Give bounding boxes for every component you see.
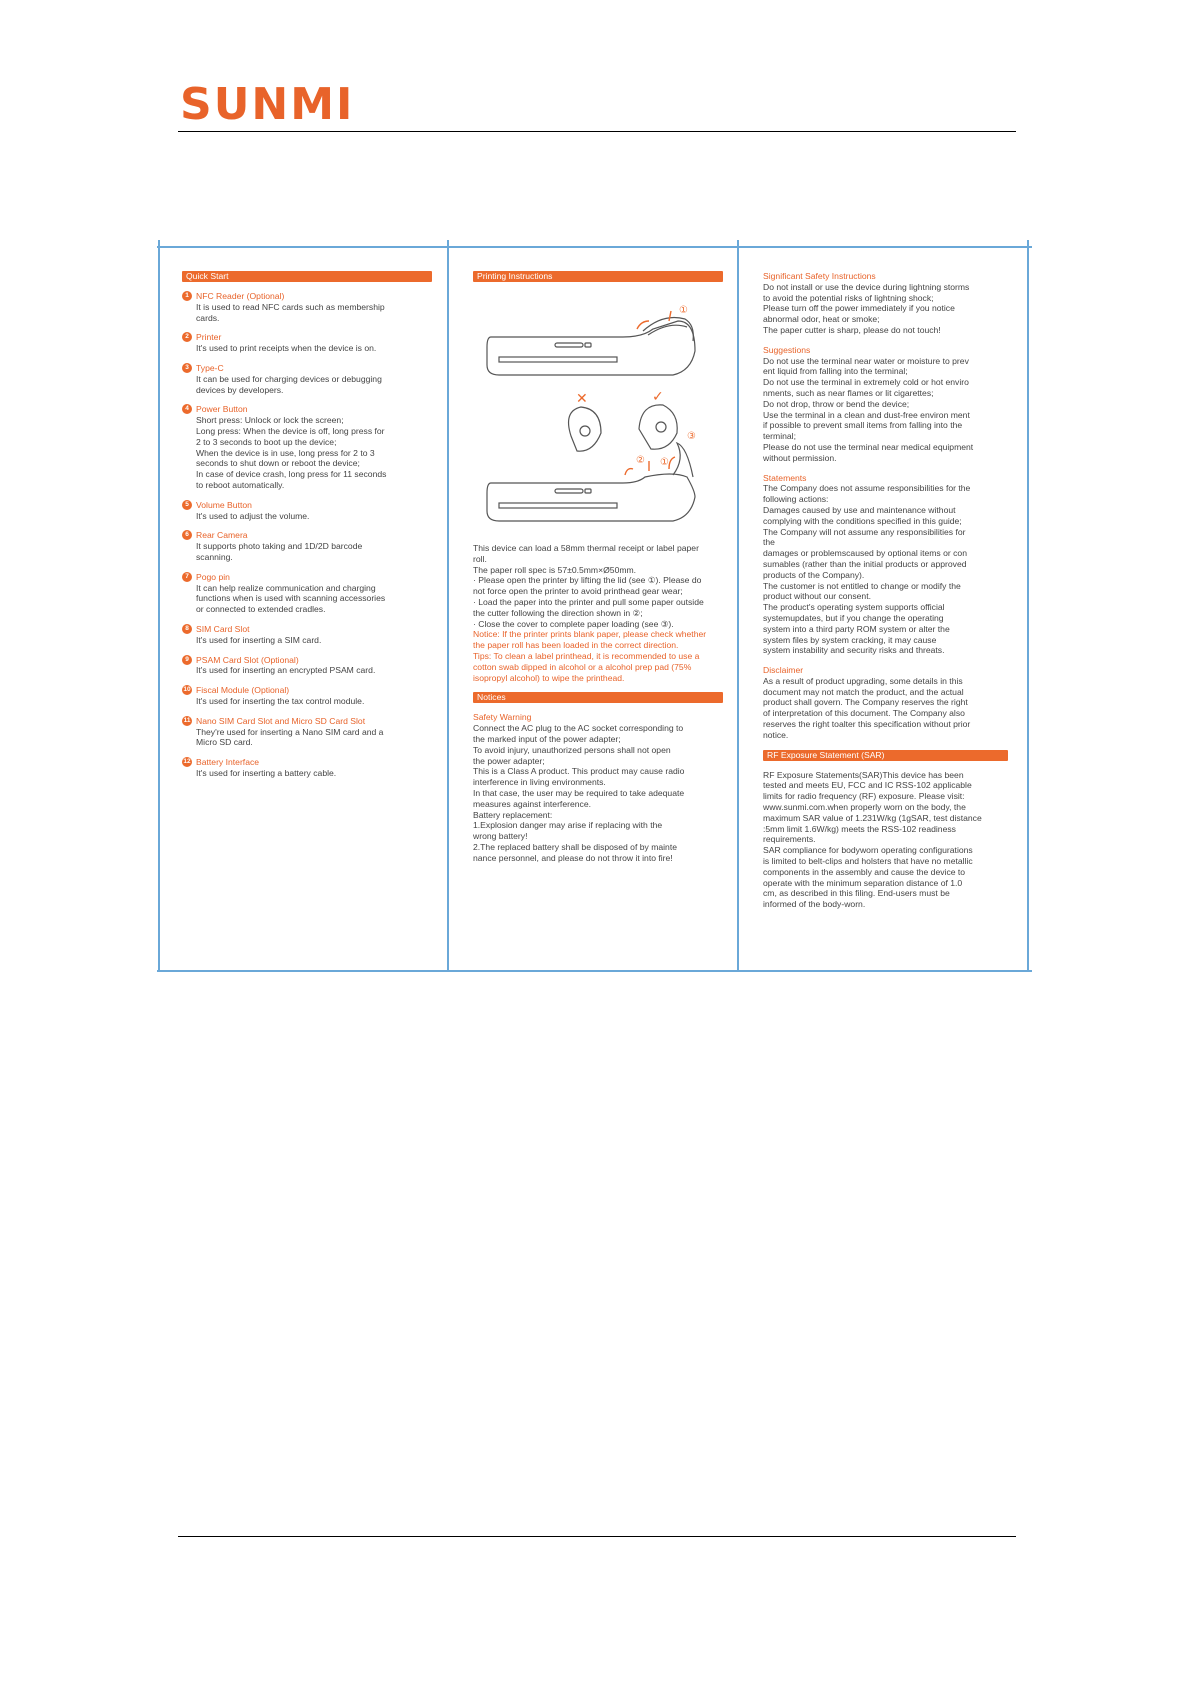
safety-line: wrong battery! [473,831,528,842]
frame-left [158,240,160,972]
printer-illustration [473,291,723,541]
header-rule [178,131,1016,132]
section-line: nments, such as near flames or lit cigarettes; [763,387,934,398]
section-line: systemupdates, but if you change the operating [763,612,944,623]
instruction-line: not force open the printer to avoid printhead gear wear; [473,586,683,597]
printing-notice-text [473,629,723,683]
instruction-line: The paper roll spec is 57±0.5mm×Ø50mm. [473,564,637,575]
printing-instructions-text [473,543,723,629]
item-number-badge: 2 [182,332,192,342]
section-line: The Company will not assume any responsibilities for [763,526,966,537]
rf-exposure-text [763,770,1008,910]
safety-line: This is a Class A product. This product may cause radio [473,766,685,777]
section-line: the [763,537,775,548]
item-description-line: It can be used for charging devices or debugging [196,373,382,384]
section-line: products of the Company). [763,569,865,580]
item-number-badge: 4 [182,404,192,414]
item-description-line: It's used for inserting an encrypted PSAM card. [196,665,376,676]
printing-title: Printing Instructions [473,271,723,282]
step-2-marker: ② [636,455,645,466]
item-description-line: It's used for inserting a SIM card. [196,634,322,645]
section-line: document may not match the product, and the actual [763,686,964,697]
item-number-badge: 12 [183,758,191,766]
section-line: Do not use the terminal in extremely cold or hot enviro [763,377,969,388]
item-description-line: cards. [196,312,220,323]
item-description-line: seconds to shut down or reboot the device; [196,458,360,469]
fold-line-2 [737,240,739,972]
quick-start-item [182,716,432,748]
frame-right [1027,240,1029,972]
section-line: The paper cutter is sharp, please do not touch! [763,324,941,335]
item-description-line: It's used for inserting the tax control module. [196,695,365,706]
item-description-line: It's used to adjust the volume. [196,510,310,521]
item-description-line: Long press: When the device is off, long press for [196,425,385,436]
rf-exposure-title: RF Exposure Statement (SAR) [763,750,1008,761]
rf-line: requirements. [763,834,816,845]
instruction-line: · Close the cover to complete paper loading (see ③). [473,618,674,629]
section-line: of interpretation of this document. The Company also [763,708,965,719]
section-line: product shall govern. The Company reserves the right [763,697,968,708]
instruction-line: · Load the paper into the printer and pull some paper outside [473,596,704,607]
section-line: The customer is not entitled to change or modify the [763,580,961,591]
section-line: product without our consent. [763,591,871,602]
safety-line: nance personnel, and please do not throw it into fire! [473,852,673,863]
safety-line: To avoid injury, unauthorized persons shall not open [473,744,671,755]
section-line: As a result of product upgrading, some details in this [763,675,963,686]
safety-line: the marked input of the power adapter; [473,733,621,744]
section-title: Suggestions [763,344,811,355]
safety-line: Battery replacement: [473,809,553,820]
item-title: Rear Camera [196,530,248,541]
item-description-line: It supports photo taking and 1D/2D barcode [196,541,363,552]
quick-start-item [182,530,432,562]
rf-line: informed of the body-worn. [763,899,866,910]
item-description-line: It is used to read NFC cards such as membership [196,301,385,312]
item-title: Pogo pin [196,571,230,582]
item-description-line: or connected to extended cradles. [196,604,326,615]
item-description-line: It can help realize communication and charging [196,582,376,593]
section-line: reserves the right toalter this specification without prior [763,719,971,730]
quick-start-title: Quick Start [182,271,432,282]
safety-line: 1.Explosion danger may arise if replacing with the [473,820,663,831]
item-title: SIM Card Slot [196,623,250,634]
item-title: Nano SIM Card Slot and Micro SD Card Slot [196,715,366,726]
item-description-line: They're used for inserting a Nano SIM card and a [196,726,384,737]
quick-start-list [182,291,432,779]
quick-start-item [182,757,432,779]
item-description-line: In case of device crash, long press for 11 seconds [196,469,387,480]
step-3-marker: ③ [687,431,696,442]
quick-start-item [182,332,432,354]
quick-start-item [182,655,432,677]
section-line: damages or problemscaused by optional items or con [763,548,967,559]
right-mark: ✓ [652,389,664,405]
item-number-badge: 10 [183,686,191,694]
item-title: Power Button [196,404,248,415]
notice-line: Notice: If the printer prints blank paper, please check whether [473,629,707,640]
footer-rule [178,1536,1016,1537]
leaflet [157,240,1032,972]
quick-start-item [182,500,432,522]
safety-line: the power adapter; [473,755,545,766]
statement-sections [763,271,1008,741]
item-title: PSAM Card Slot (Optional) [196,654,299,665]
section-title: Statements [763,472,807,483]
section-line: system instability and security risks and threats. [763,645,945,656]
quick-start-panel [182,271,432,788]
item-description-line: devices by developers. [196,384,284,395]
safety-line: measures against interference. [473,798,591,809]
section-title: Disclaimer [763,665,804,676]
rf-line: SAR compliance for bodyworn operating configurations [763,845,973,856]
instruction-line: · Please open the printer by lifting the lid (see ①). Please do [473,575,702,586]
item-description-line: When the device is in use, long press for 2 to 3 [196,447,375,458]
frame-bottom [157,970,1032,972]
safety-warning-title: Safety Warning [473,712,532,723]
fold-line-1 [447,240,449,972]
safety-line: 2.The replaced battery shall be disposed of by mainte [473,841,677,852]
quick-start-item [182,363,432,395]
section-line: notice. [763,729,789,740]
section-line: The product's operating system supports official [763,602,945,613]
item-number-badge: 9 [182,655,192,665]
arrow-curve-3 [625,469,633,475]
statements-panel [763,271,1008,910]
item-title: Fiscal Module (Optional) [196,685,290,696]
rf-line: :5mm limit 1.6W/kg) meets the RSS-102 readiness [763,823,956,834]
statement-section [763,345,1008,464]
safety-line: Connect the AC plug to the AC socket corresponding to [473,723,684,734]
notice-line: cotton swab dipped in alcohol or a alcohol prep pad (75% [473,661,692,672]
section-line: ent liquid from falling into the terminal; [763,366,908,377]
section-line: system files by system cracking, it may cause [763,634,937,645]
sunmi-logo: SUNMI [180,79,355,130]
section-line: abnormal odor, heat or smoke; [763,314,880,325]
notice-line: Tips: To clean a label printhead, it is recommended to use a [473,650,700,661]
section-line: Damages caused by use and maintenance without [763,504,956,515]
arrow-curve-2 [669,457,675,469]
rf-line: www.sunmi.com.when properly worn on the body, the [763,802,966,813]
section-title: Significant Safety Instructions [763,271,876,281]
rf-line: components in the assembly and cause the device to [763,866,966,877]
item-number-badge: 8 [182,624,192,634]
item-description-line: 2 to 3 seconds to boot up the device; [196,436,337,447]
section-line: Use the terminal in a clean and dust-free environ ment [763,409,970,420]
notice-line: isopropyl alcohol) to wipe the printhead. [473,672,625,683]
notices-title: Notices [473,692,723,703]
section-line: Do not install or use the device during lightning storms [763,281,970,292]
instruction-line: the cutter following the direction shown in ②; [473,607,643,618]
wrong-mark: ✕ [576,391,588,407]
instruction-line: This device can load a 58mm thermal receipt or label paper [473,543,699,553]
statement-section [763,665,1008,741]
item-description-line: Micro SD card. [196,737,253,748]
section-line: terminal; [763,431,796,442]
rf-line: maximum SAR value of 1.231W/kg (1gSAR, test distance [763,812,982,823]
item-description-line: Short press: Unlock or lock the screen; [196,415,344,426]
safety-warning-text [473,723,723,863]
instruction-line: roll. [473,553,487,564]
arrow-up-1 [669,311,671,321]
printer-diagram [473,291,723,541]
rf-line: operate with the minimum separation distance of 1.0 [763,877,963,888]
item-number-badge: 7 [182,572,192,582]
statement-section [763,271,1008,336]
notice-line: the paper roll has been loaded in the correct direction. [473,640,679,651]
quick-start-item [182,291,432,323]
item-description-line: It's used for inserting a battery cable. [196,767,337,778]
item-number-badge: 11 [183,716,191,724]
quick-start-item [182,572,432,615]
step-1-marker-top: ① [679,305,688,316]
item-title: Battery Interface [196,757,260,768]
item-number-badge: 3 [182,363,192,373]
step-1-marker-bottom: ① [660,457,669,468]
section-line: complying with the conditions specified in this guide; [763,515,962,526]
printing-panel [473,271,723,864]
item-description-line: to reboot automatically. [196,479,285,490]
item-description-line: scanning. [196,551,233,562]
item-title: NFC Reader (Optional) [196,291,285,301]
safety-line: interference in living environments. [473,777,606,788]
frame-top [157,246,1032,248]
rf-line: is limited to belt-clips and holsters that have no metallic [763,856,973,867]
section-line: The Company does not assume responsibilities for the [763,483,971,494]
item-title: Printer [196,332,222,343]
rf-line: limits for radio frequency (RF) exposure. Please visit: [763,791,965,802]
safety-line: In that case, the user may be required to take adequate [473,787,685,798]
section-line: Do not drop, throw or bend the device; [763,398,910,409]
item-title: Type-C [196,362,224,373]
section-line: to avoid the potential risks of lightning shock; [763,292,934,303]
quick-start-item [182,624,432,646]
quick-start-item [182,685,432,707]
section-line: system into a third party ROM system or alter the [763,623,950,634]
item-number-badge: 5 [182,500,192,510]
section-line: Please do not use the terminal near medical equipment [763,441,974,452]
section-line: without permission. [763,452,837,463]
item-number-badge: 6 [182,530,192,540]
section-line: if possible to prevent small items from falling into the [763,420,963,431]
item-title: Volume Button [196,499,252,510]
section-line: sumables (rather than the initial products or approved [763,558,967,569]
rf-line: tested and meets EU, FCC and IC RSS-102 applicable [763,780,972,791]
item-description-line: It's used to print receipts when the device is on. [196,343,377,354]
item-number-badge: 1 [182,291,192,301]
section-line: Do not use the terminal near water or moisture to prev [763,355,969,366]
statement-section [763,473,1008,657]
quick-start-item [182,404,432,490]
section-line: Please turn off the power immediately if you notice [763,303,955,314]
section-line: following actions: [763,494,829,505]
rf-line: RF Exposure Statements(SAR)This device has been [763,769,964,780]
rf-line: cm, as described in this filing. End-users must be [763,888,950,899]
item-description-line: functions when is used with scanning accessories [196,593,386,604]
